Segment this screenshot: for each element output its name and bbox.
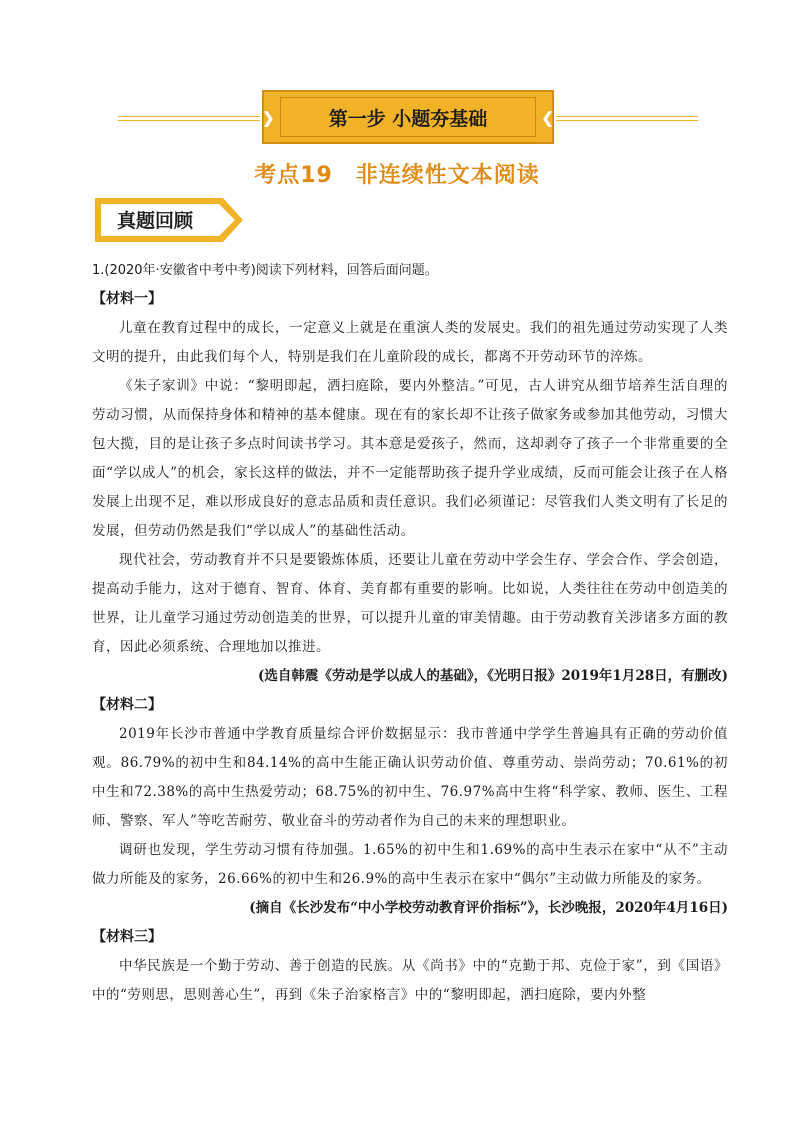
topic-title: 考点19 非连续性文本阅读 — [254, 163, 540, 188]
material-label: 【材料二】 — [92, 697, 162, 713]
banner-right-rule — [556, 116, 698, 121]
material-label: 【材料三】 — [92, 929, 162, 945]
paragraph: 中华民族是一个勤于劳动、善于创造的民族。从《尚书》中的“克勤于邦、克俭于家”，到《国语》中的“劳则思，思则善心生”，再到《朱子治家格言》中的“黎明即起，洒扫庭除，要内外整 — [92, 958, 728, 1003]
banner-title: 第一步 小题夯基础 — [328, 107, 488, 130]
paragraph: 现代社会，劳动教育并不只是要锻炼体质，还要让儿童在劳动中学会生存、学会合作、学会创造，提高动手能力，这对于德育、智育、体育、美育都有重要的影响。比如说，人类往往在劳动中创造美的世界，让儿童学习通过劳动创造美的世界，可以提升儿童的审美情趣。由于劳动教育关涉诸多方面的教育，因此必须系统、合理地加以推进。 — [92, 552, 728, 655]
paragraph: 调研也发现，学生劳动习惯有待加强。1.65%的初中生和1.69%的高中生表示在家中“从不”主动做力所能及的家务，26.66%的初中生和26.9%的高中生表示在家中“偶尔”主动做力所能及的家务。 — [92, 842, 728, 887]
document-body — [92, 256, 728, 1010]
source-citation: (选自韩震《劳动是学以成人的基础》，《光明日报》2019年1月28日，有删改) — [257, 668, 728, 684]
section-tag-label: 真题回顾 — [117, 210, 194, 232]
source-citation: (摘自《长沙发布“中小学校劳动教育评价指标”》，长沙晚报，2020年4月16日) — [249, 900, 728, 916]
paragraph: 《朱子家训》中说：“黎明即起，洒扫庭除，要内外整洁。”可见，古人讲究从细节培养生活自理的劳动习惯，从而保持身体和精神的基本健康。现在有的家长却不让孩子做家务或参加其他劳动，习惯大包大揽，目的是让孩子多点时间读书学习。其本意是爱孩子，然而，这却剥夺了孩子一个非常重要的全面“学以成人”的机会，家长这样的做法，并不一定能帮助孩子提升学业成绩，反而可能会让孩子在人格发展上出现不足，难以形成良好的意志品质和责任意识。我们必须谨记：尽管我们人类文明有了长足的发展，但劳动仍然是我们“学以成人”的基础性活动。 — [92, 378, 728, 539]
question-intro: 1.(2020年·安徽省中考中考)阅读下列材料，回答后面问题。 — [92, 263, 438, 278]
chevron-left-icon: ❮ — [541, 109, 554, 127]
step-banner — [262, 90, 554, 144]
banner-frame — [280, 97, 536, 137]
banner-left-rule — [118, 116, 260, 121]
section-tag — [95, 196, 245, 244]
paragraph: 2019年长沙市普通中学教育质量综合评价数据显示：我市普通中学学生普遍具有正确的劳动价值观。86.79%的初中生和84.14%的高中生能正确认识劳动价值、尊重劳动、崇尚劳动；70.61%的初中生和72.38%的高中生热爱劳动；68.75%的初中生、76.97%高中生将“科学家、教师、医生、工程师、警察、军人”等吃苦耐劳、敬业奋斗的劳动者作为自己的未来的理想职业。 — [92, 726, 728, 829]
material-label: 【材料一】 — [92, 291, 162, 307]
paragraph: 儿童在教育过程中的成长，一定意义上就是在重演人类的发展史。我们的祖先通过劳动实现了人类文明的提升，由此我们每个人，特别是我们在儿童阶段的成长，都离不开劳动环节的淬炼。 — [92, 320, 728, 365]
chevron-right-icon: ❯ — [262, 109, 275, 127]
